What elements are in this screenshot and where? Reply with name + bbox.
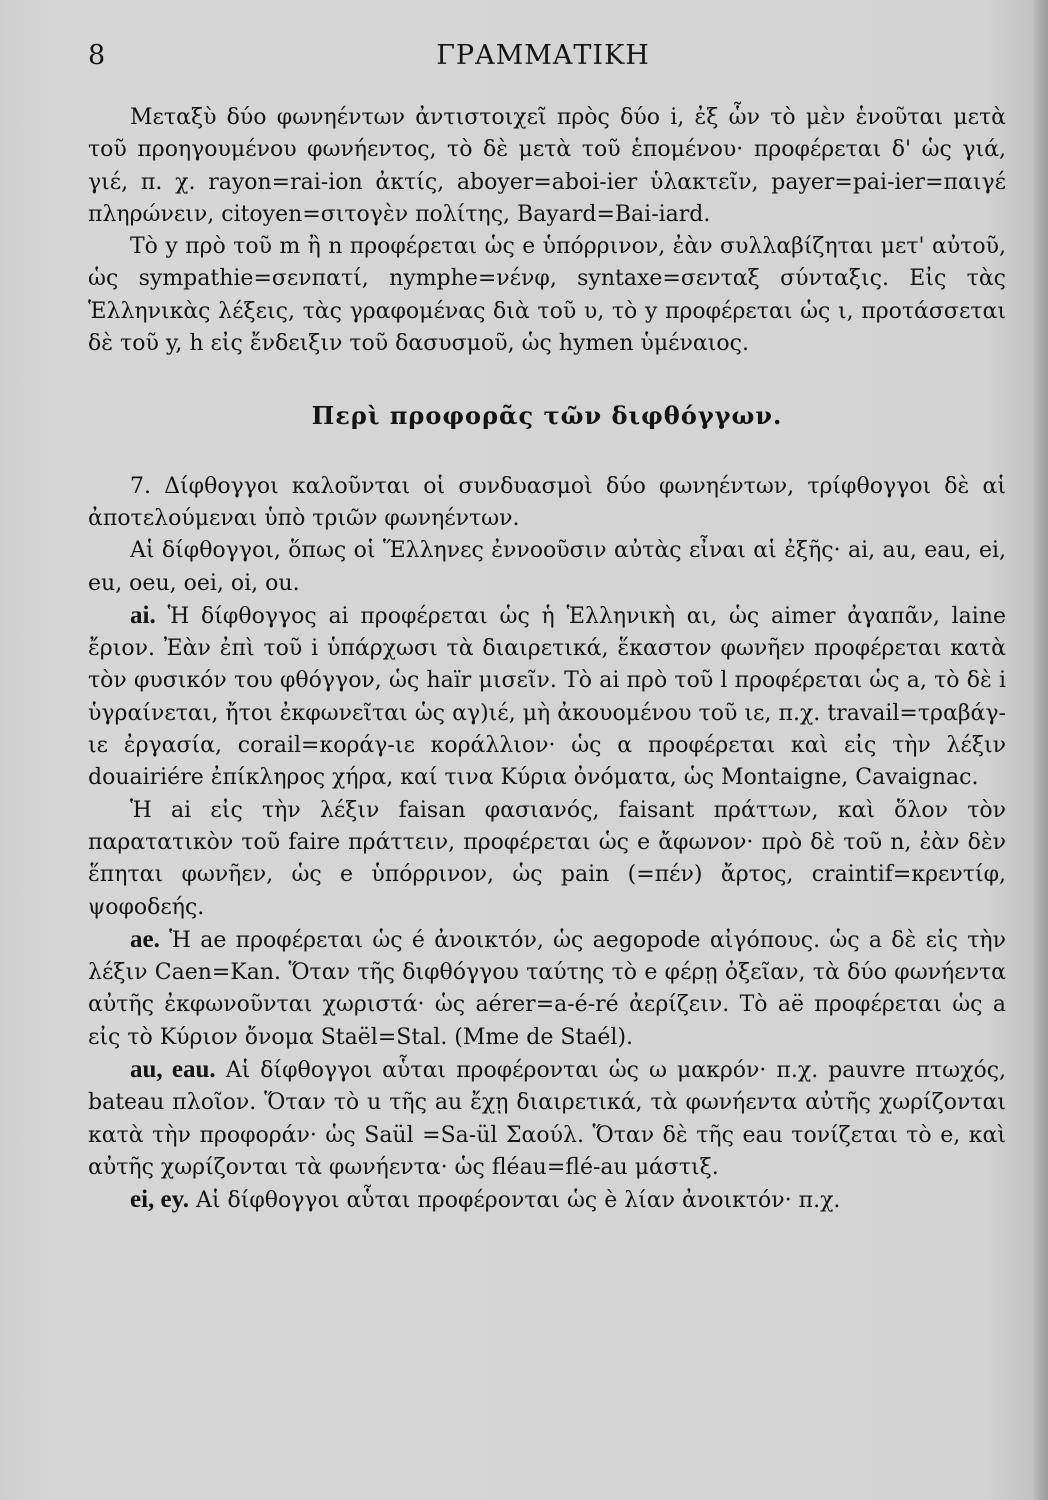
- paragraph: Ἡ ai εἰς τὴν λέξιν faisan φασιανός, faisant πράττων, καὶ ὅλον τὸν παρατατικὸν τοῦ faire πράττειν, προφέρεται ὡς e ἄφωνον· πρὸ δὲ τοῦ n, ἐὰν δὲν ἕπηται φωνῆεν, ὡς e ὑπόρρινον, ὡς pain (=πέν) ἄρτος, craintif=κρεντίφ, ψοφοδεής.: [88, 797, 1006, 920]
- paragraph: [88, 1054, 1006, 1184]
- page-header: [88, 40, 998, 80]
- lead-term: ai.: [130, 601, 156, 629]
- page-body: [88, 102, 1006, 1218]
- paragraph-text: Αἱ δίφθογγοι αὗται προφέρονται ὡς ω μακρόν· π.χ. pauvre πτωχός, bateau πλοῖον. Ὅταν τὸ u τῆς au ἔχῃ διαιρετικά, τὰ φωνήεντα αὐτῆς χωρίζονται κατὰ τὴν προφοράν· ὡς Saül =Sa-ül Σαούλ. Ὅταν δὲ τῆς eau τονίζεται τὸ e, καὶ αὐτῆς χωρίζονται τὰ φωνήεντα· ὡς fléau=flé-au μάστιξ.: [88, 1058, 1007, 1180]
- paragraph: 7. Δίφθογγοι καλοῦνται οἱ συνδυασμοὶ δύο φωνηέντων, τρίφθογγοι δὲ αἱ ἀποτελούμεναι ὑπὸ τριῶν φωνηέντων.: [88, 473, 1006, 531]
- lead-term: ei, ey.: [130, 1186, 190, 1214]
- section-heading: Περὶ προφορᾶς τῶν διφθόγγων.: [311, 401, 783, 431]
- paragraph: Μεταξὺ δύο φωνηέντων ἀντιστοιχεῖ πρὸς δύο i, ἐξ ὧν τὸ μὲν ἑνοῦται μετὰ τοῦ προηγουμένου φωνήεντος, τὸ δὲ μετὰ τοῦ ἑπομένου· προφέρεται δ' ὡς γιά, γιέ, π. χ. rayon=rai-ion ἀκτίς, aboyer=aboi-ier ὑλακτεῖν, payer=pai-ier=παιγέ πληρώνειν, citoyen=σιτογὲν πολίτης, Bayard=Bai-iard.: [88, 105, 1006, 227]
- lead-term: ae.: [130, 925, 160, 953]
- paragraph-text: Ἡ δίφθογγος ai προφέρεται ὡς ἡ Ἑλληνικὴ αι, ὡς aimer ἀγαπᾶν, laine ἔριον. Ἐὰν ἐπὶ τοῦ i ὑπάρχωσι τὰ διαιρετικά, ἕκαστον φωνῆεν προφέρεται κατὰ τὸν φυσικόν του φθόγγον, ὡς haïr μισεῖν. Τὸ ai πρὸ τοῦ l προφέρεται ὡς a, τὸ δὲ i ὑγραίνεται, ἤτοι ἐκφωνεῖται ὡς αγ)ιέ, μὴ ἀκουομένου τοῦ ιε, π.χ. travail=τραβάγ-ιε ἐργασία, corail=κοράγ-ιε κοράλλιον· ὡς α προφέρεται καὶ εἰς τὴν λέξιν douairiére ἐπίκληρος χήρα, καί τινα Κύρια ὀνόματα, ὡς Montaigne, Cavaignac.: [88, 603, 1006, 791]
- paragraph: [88, 924, 1006, 1054]
- paragraph: [88, 600, 1006, 795]
- running-title: ΓΡΑΜΜΑΤΙΚΗ: [436, 40, 650, 71]
- page-edge: [1034, 0, 1048, 1500]
- paragraph: Τὸ y πρὸ τοῦ m ἢ n προφέρεται ὡς e ὑπόρρινον, ἐὰν συλλαβίζηται μετ' αὐτοῦ, ὡς sympathie=σενπατί, nymphe=νένφ, syntaxe=σενταξ σύνταξις. Εἰς τὰς Ἑλληνικὰς λέξεις, τὰς γραφομένας διὰ τοῦ υ, τὸ y προφέρεται ὡς ι, προτάσσεται δὲ τοῦ y, h εἰς ἔνδειξιν τοῦ δασυσμοῦ, ὡς hymen ὑμέναιος.: [88, 234, 1006, 357]
- paragraph: Αἱ δίφθογγοι, ὅπως οἱ Ἕλληνες ἐννοοῦσιν αὐτὰς εἶναι αἱ ἐξῆς· ai, au, eau, ei, eu, oeu, oei, oi, ou.: [88, 538, 1006, 596]
- paragraph-text: Ἡ ae προφέρεται ὡς é ἀνοικτόν, ὡς aegopode αἰγόπους. ὡς a δὲ εἰς τὴν λέξιν Caen=Kan. Ὅταν τῆς διφθόγγου ταύτης τὸ e φέρῃ ὀξεῖαν, τὰ δύο φωνήεντα αὐτῆς ἐκφωνοῦνται χωριστά· ὡς aérer=a-é-ré ἀερίζειν. Τὸ aë προφέρεται ὡς a εἰς τὸ Κύριον ὄνομα Staël=Stal. (Mme de Staél).: [88, 927, 1006, 1050]
- page-number: 8: [88, 40, 106, 71]
- paragraph-text: Αἱ δίφθογγοι αὗται προφέρονται ὡς è λίαν ἀνοικτόν· π.χ.: [196, 1188, 841, 1214]
- lead-term: au, eau.: [130, 1056, 216, 1084]
- paragraph: [88, 1184, 1006, 1217]
